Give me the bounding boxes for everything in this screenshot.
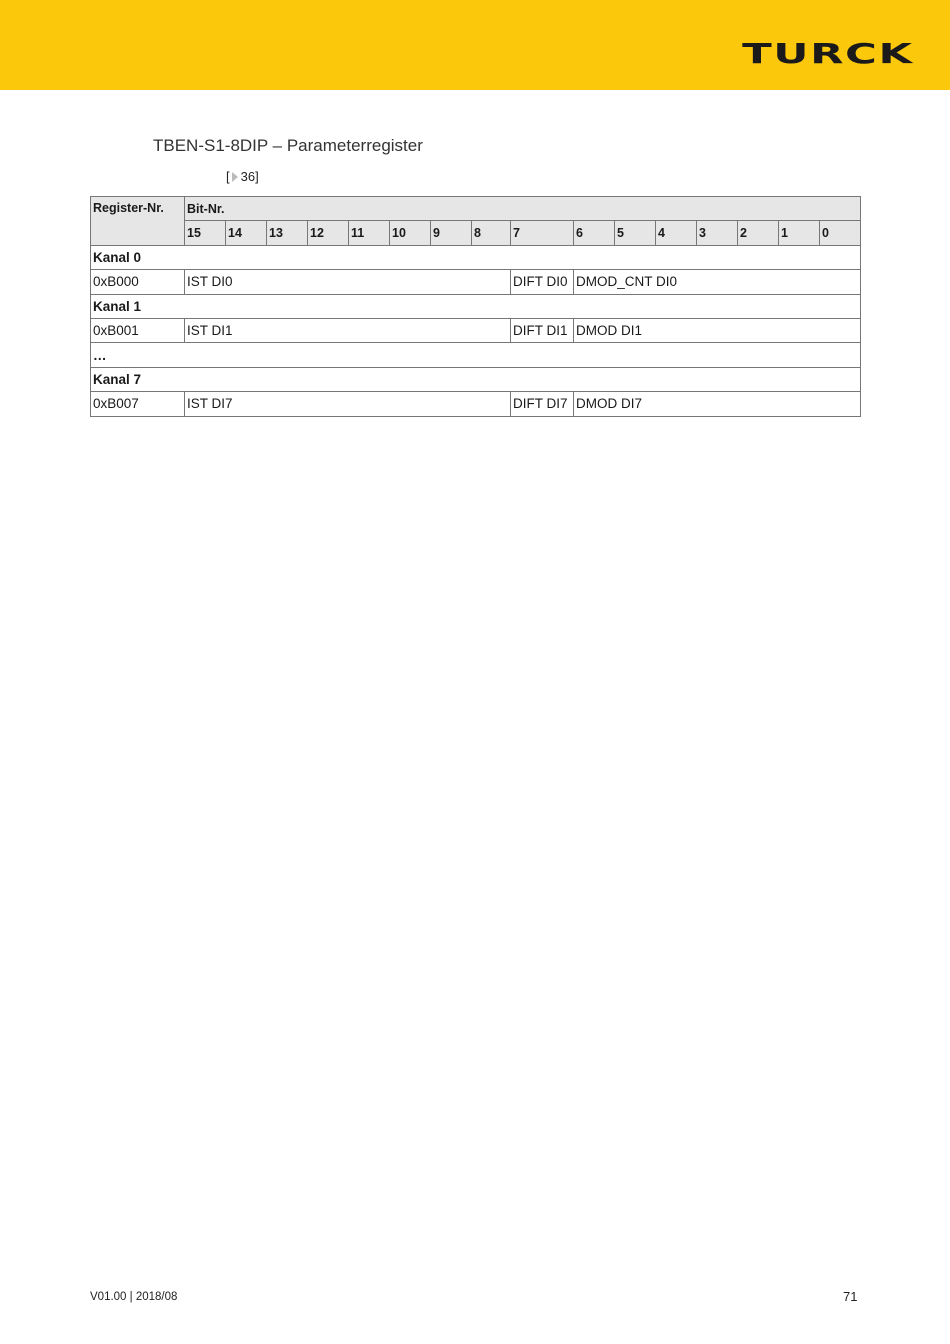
register-address: 0xB000 xyxy=(91,270,185,294)
bit-number: 7 xyxy=(511,221,574,245)
dift-field: DIFT DI7 xyxy=(511,392,574,416)
bit-number: 10 xyxy=(390,221,431,245)
register-column-header: Register-Nr. xyxy=(91,197,185,246)
bit-number: 0 xyxy=(820,221,861,245)
footer-version: V01.00 | 2018/08 xyxy=(90,1291,178,1303)
table-row xyxy=(91,270,861,294)
page-title: TBEN-S1-8DIP – Parameterregister xyxy=(153,136,423,155)
channel-label: Kanal 0 xyxy=(91,245,861,269)
channel-label: Kanal 1 xyxy=(91,294,861,318)
bit-number: 4 xyxy=(656,221,697,245)
table-row xyxy=(91,392,861,416)
table-header-row xyxy=(91,197,861,221)
dmod-field: DMOD DI7 xyxy=(574,392,861,416)
register-address: 0xB007 xyxy=(91,392,185,416)
bit-number: 3 xyxy=(697,221,738,245)
dift-field: DIFT DI0 xyxy=(511,270,574,294)
bit-number: 6 xyxy=(574,221,615,245)
header-band xyxy=(0,0,950,90)
bit-number: 9 xyxy=(431,221,472,245)
turck-logo: TURCK xyxy=(742,37,914,70)
bit-number: 2 xyxy=(738,221,779,245)
channel-row xyxy=(91,367,861,391)
bit-number: 14 xyxy=(226,221,267,245)
bit-number-row xyxy=(91,221,861,245)
table-row xyxy=(91,318,861,342)
ist-field: IST DI7 xyxy=(185,392,511,416)
ist-field: IST DI1 xyxy=(185,318,511,342)
bit-number: 15 xyxy=(185,221,226,245)
dift-field: DIFT DI1 xyxy=(511,318,574,342)
ellipsis: … xyxy=(91,343,861,367)
bit-number: 11 xyxy=(349,221,390,245)
bit-number: 13 xyxy=(267,221,308,245)
bit-number: 5 xyxy=(615,221,656,245)
triangle-right-icon xyxy=(232,172,238,182)
cross-reference-link[interactable] xyxy=(226,169,259,184)
bit-column-header: Bit-Nr. xyxy=(185,197,861,221)
channel-label: Kanal 7 xyxy=(91,367,861,391)
page-number: 71 xyxy=(843,1289,858,1304)
dmod-field: DMOD DI1 xyxy=(574,318,861,342)
channel-row xyxy=(91,294,861,318)
bit-number: 1 xyxy=(779,221,820,245)
xref-close-bracket: ] xyxy=(255,169,259,184)
ellipsis-row xyxy=(91,343,861,367)
ist-field: IST DI0 xyxy=(185,270,511,294)
bit-number: 8 xyxy=(472,221,511,245)
dmod-field: DMOD_CNT DI0 xyxy=(574,270,861,294)
channel-row xyxy=(91,245,861,269)
xref-open-bracket: [ xyxy=(226,169,230,184)
register-address: 0xB001 xyxy=(91,318,185,342)
xref-page-number: 36 xyxy=(240,169,256,184)
bit-number: 12 xyxy=(308,221,349,245)
parameter-register-table xyxy=(90,196,861,417)
